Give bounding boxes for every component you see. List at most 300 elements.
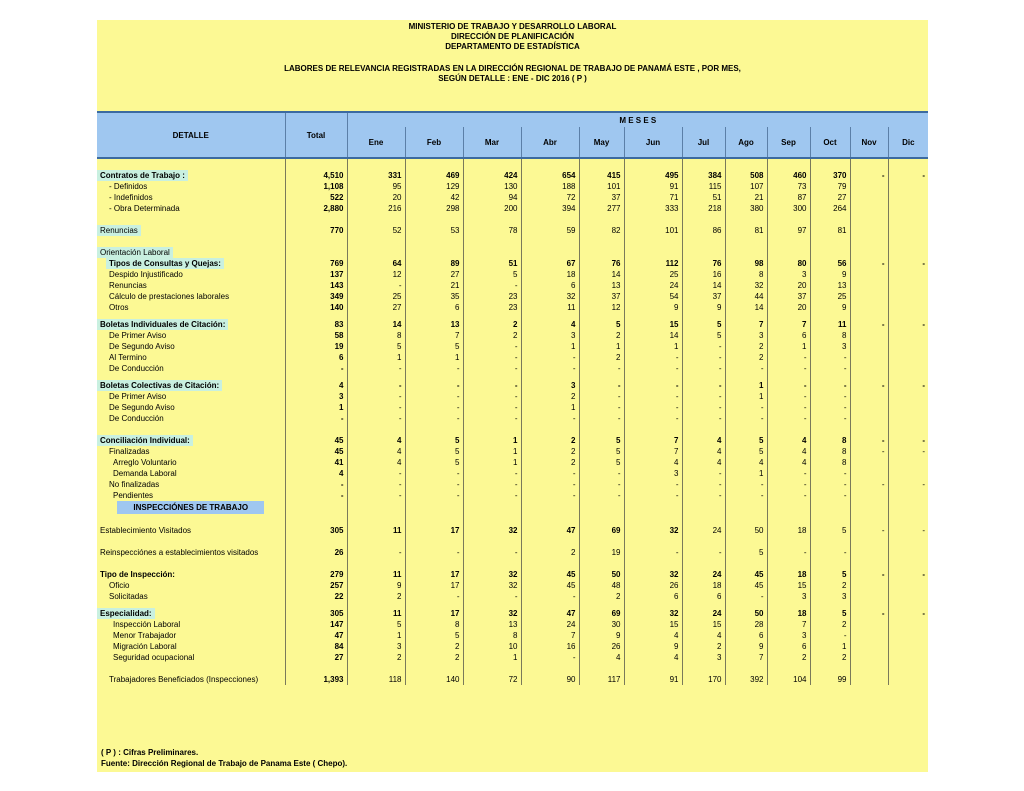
month-value: - [579,391,624,402]
month-value: 5 [725,435,767,446]
row-label: Conciliación Individual: [97,435,193,446]
month-value: 7 [624,446,682,457]
month-value: 4 [624,457,682,468]
row-label: Reinspecciónes a establecimientos visitados [100,548,259,557]
month-value: 277 [579,203,624,214]
month-value: 3 [810,591,850,602]
month-value: 2 [463,330,521,341]
month-value: - [521,591,579,602]
row-total: 26 [285,547,347,558]
month-value: 4 [767,457,810,468]
month-value: 469 [405,170,463,181]
month-value: 37 [579,192,624,203]
month-value: 51 [463,258,521,269]
month-value: 3 [810,341,850,352]
month-value: 3 [624,468,682,479]
row-label: Orientación Laboral [97,247,173,258]
month-value [888,330,928,341]
row-total: 47 [285,630,347,641]
month-value: 5 [682,319,725,330]
month-value: 5 [579,319,624,330]
month-value: 13 [463,619,521,630]
month-value: 71 [624,192,682,203]
month-value: 14 [682,280,725,291]
table-row [97,302,928,313]
month-value: 45 [725,580,767,591]
month-value: - [767,402,810,413]
row-label: Finalizadas [109,447,150,456]
month-value: - [682,363,725,374]
row-total: 522 [285,192,347,203]
month-value: - [463,413,521,424]
row-label: Otros [109,303,129,312]
table-row [97,391,928,402]
month-value: - [463,591,521,602]
row-total: 41 [285,457,347,468]
month-value: 104 [767,674,810,685]
month-value: 1 [347,630,405,641]
month-value: 76 [682,258,725,269]
table-row [97,413,928,424]
table-row [97,192,928,203]
month-value: 6 [725,630,767,641]
month-value: 2 [682,641,725,652]
month-value [624,247,682,258]
detalle-header: DETALLE [97,112,285,158]
month-value: 54 [624,291,682,302]
month-value: 19 [579,547,624,558]
month-value [850,457,888,468]
row-total: 257 [285,580,347,591]
row-total: 140 [285,302,347,313]
ministry-title: MINISTERIO DE TRABAJO Y DESARROLLO LABORAL [408,22,617,31]
row-label: Boletas Colectivas de Citación: [97,380,222,391]
month-value: - [850,446,888,457]
row-label: Seguridad ocupacional [113,653,195,662]
month-value: - [922,609,926,618]
month-value: 2 [521,446,579,457]
month-value: 4 [347,446,405,457]
month-value [850,225,888,236]
month-value: 24 [624,280,682,291]
row-total: 19 [285,341,347,352]
month-value: 12 [579,302,624,313]
month-value: - [725,490,767,501]
month-value: 25 [347,291,405,302]
month-value: - [624,479,682,490]
month-value: 6 [767,641,810,652]
table-row [97,558,928,569]
month-value [888,591,928,602]
month-value: 140 [405,674,463,685]
month-value: 7 [767,619,810,630]
row-label: Especialidad: [97,608,155,619]
month-value: - [521,652,579,663]
table-row [97,158,928,170]
table-row [97,225,928,236]
month-value: 6 [521,280,579,291]
month-value [888,291,928,302]
month-value: - [850,170,888,181]
month-value: 5 [725,547,767,558]
month-value: 9 [810,302,850,313]
month-value: 654 [521,170,579,181]
month-value: 8 [725,269,767,280]
month-value: 25 [624,269,682,280]
month-value: - [767,352,810,363]
section-banner: INSPECCIÓNES DE TRABAJO [117,501,264,514]
month-value: 6 [405,302,463,313]
month-value: 115 [682,181,725,192]
month-value: - [624,413,682,424]
month-value: 5 [682,330,725,341]
month-value: 11 [521,302,579,313]
month-value: 9 [624,641,682,652]
month-value: - [405,490,463,501]
month-value: 17 [405,525,463,536]
month-value: 392 [725,674,767,685]
row-total: 45 [285,446,347,457]
department-title: DEPARTAMENTO DE ESTADÍSTICA [445,42,580,51]
month-value: 5 [347,619,405,630]
row-label: Tipo de Inspección: [100,570,175,579]
month-value: 35 [405,291,463,302]
month-value: - [347,380,405,391]
month-value: 1 [624,341,682,352]
month-value: 16 [521,641,579,652]
month-value [888,203,928,214]
month-value: 20 [767,302,810,313]
month-value: 495 [624,170,682,181]
month-value: 4 [521,319,579,330]
month-value: 44 [725,291,767,302]
month-value: - [810,380,850,391]
month-header: Jul [682,127,725,158]
month-value: - [624,490,682,501]
month-value: 11 [347,608,405,619]
month-value: - [624,352,682,363]
month-value: 18 [767,569,810,580]
month-value: 8 [405,619,463,630]
month-value: - [347,547,405,558]
month-value [850,181,888,192]
month-value: 4 [682,457,725,468]
row-label: Boletas Individuales de Citación: [97,319,228,330]
row-total: 770 [285,225,347,236]
month-value: - [463,352,521,363]
month-value: 170 [682,674,725,685]
row-label: Demanda Laboral [113,469,177,478]
row-total: 147 [285,619,347,630]
month-value: 50 [725,608,767,619]
month-value: 17 [405,608,463,619]
month-value: 5 [463,269,521,280]
month-value: 188 [521,181,579,192]
month-value: - [682,468,725,479]
row-label: - Definidos [109,182,148,191]
row-total: 4 [285,380,347,391]
row-total: 84 [285,641,347,652]
month-value: 6 [624,591,682,602]
month-value: 32 [725,280,767,291]
row-total: 2,880 [285,203,347,214]
month-value: 2 [810,619,850,630]
footnote-source: Fuente: Dirección Regional de Trabajo de Panama Este ( Chepo). [101,759,348,768]
month-value: 37 [767,291,810,302]
month-value: 5 [405,630,463,641]
month-value: - [922,480,926,489]
month-value: 79 [810,181,850,192]
month-value: - [405,380,463,391]
month-value: 1 [405,352,463,363]
row-total: 1,393 [285,674,347,685]
month-value: - [922,320,926,329]
month-value: 50 [725,525,767,536]
month-value [888,652,928,663]
month-value: - [521,468,579,479]
month-value: 17 [405,580,463,591]
month-value: - [347,402,405,413]
month-value [888,674,928,685]
month-value: 73 [767,181,810,192]
month-value: 2 [579,352,624,363]
month-value [850,192,888,203]
month-value: 2 [521,457,579,468]
month-value: 26 [624,580,682,591]
month-value: 4 [767,435,810,446]
month-value: - [810,547,850,558]
month-value: 45 [725,569,767,580]
month-value: 80 [767,258,810,269]
month-value: 24 [682,608,725,619]
month-value: - [624,402,682,413]
month-value: 118 [347,674,405,685]
month-value: 37 [682,291,725,302]
month-value: 424 [463,170,521,181]
row-total [285,247,347,258]
month-value: 91 [624,674,682,685]
month-value [850,203,888,214]
table-row [97,591,928,602]
month-value: 5 [579,435,624,446]
row-label: De Conducción [109,364,164,373]
direction-title: DIRECCIÓN DE PLANIFICACIÓN [450,32,575,41]
month-value: 59 [521,225,579,236]
month-value: 56 [810,258,850,269]
month-value: - [463,479,521,490]
table-row [97,663,928,674]
month-value: 3 [767,630,810,641]
month-value: 4 [624,630,682,641]
table-row [97,525,928,536]
month-value: 112 [624,258,682,269]
month-value: 1 [725,468,767,479]
month-value: 45 [521,569,579,580]
month-value: - [405,402,463,413]
month-value: - [405,391,463,402]
month-value: 15 [682,619,725,630]
row-total: 1,108 [285,181,347,192]
month-value: 11 [347,525,405,536]
month-value [850,341,888,352]
month-value: 30 [579,619,624,630]
month-value [850,641,888,652]
table-row [97,319,928,330]
month-value: 384 [682,170,725,181]
table-row [97,501,928,514]
footnote-preliminary: ( P ) : Cifras Preliminares. [101,748,199,757]
month-value: 2 [405,641,463,652]
row-label: No finalizadas [109,480,160,489]
month-value: - [405,479,463,490]
month-value: 51 [682,192,725,203]
month-value: - [347,363,405,374]
month-value: 216 [347,203,405,214]
month-header: Abr [521,127,579,158]
month-value: 67 [521,258,579,269]
month-value: - [922,570,926,579]
month-value: - [850,258,888,269]
month-value: 4 [624,652,682,663]
row-label: Tipos de Consultas y Quejas: [106,258,224,269]
month-value: 81 [810,225,850,236]
month-value [888,402,928,413]
month-value: 218 [682,203,725,214]
month-value [850,652,888,663]
month-value: 16 [682,269,725,280]
month-value: 3 [767,591,810,602]
row-total: 349 [285,291,347,302]
month-value [463,247,521,258]
row-total: 83 [285,319,347,330]
month-value: 4 [579,652,624,663]
month-value: 12 [347,269,405,280]
month-value: - [850,608,888,619]
month-value: - [521,352,579,363]
month-value: - [725,363,767,374]
month-value: - [810,402,850,413]
month-header: May [579,127,624,158]
table-row [97,291,928,302]
month-value: 69 [579,525,624,536]
month-value [888,457,928,468]
row-total: 305 [285,525,347,536]
month-value [850,547,888,558]
row-label: Despido Injustificado [109,270,183,279]
row-label: - Indefinidos [109,193,153,202]
month-value: 99 [810,674,850,685]
month-header: Mar [463,127,521,158]
month-value [888,391,928,402]
row-label: De Primer Aviso [109,392,167,401]
month-value: - [810,391,850,402]
month-value: 8 [347,330,405,341]
month-value: 101 [579,181,624,192]
table-row [97,490,928,501]
table-row [97,608,928,619]
month-value: - [405,468,463,479]
month-value: 21 [725,192,767,203]
month-value: 4 [682,630,725,641]
table-row [97,203,928,214]
month-value: 5 [405,457,463,468]
table-row [97,258,928,269]
month-value: - [463,402,521,413]
row-total: 305 [285,608,347,619]
month-value: 26 [579,641,624,652]
month-header: Feb [405,127,463,158]
month-value: 94 [463,192,521,203]
month-value: 32 [624,608,682,619]
month-value: 2 [463,319,521,330]
month-value: 5 [725,446,767,457]
month-value [888,352,928,363]
month-value: - [767,363,810,374]
row-total: 279 [285,569,347,580]
row-label: Contratos de Trabajo : [97,170,188,181]
month-value: 8 [463,630,521,641]
month-value: 5 [405,341,463,352]
month-value: - [347,280,405,291]
month-value: 1 [463,652,521,663]
month-value: 17 [405,569,463,580]
month-value: - [767,490,810,501]
row-label: Pendientes [113,491,154,500]
month-value: - [850,435,888,446]
month-value: 89 [405,258,463,269]
month-value: 5 [810,569,850,580]
month-value: - [347,468,405,479]
month-value: 370 [810,170,850,181]
month-value: 1 [521,402,579,413]
month-value: - [405,547,463,558]
month-value: 394 [521,203,579,214]
month-value: 7 [767,319,810,330]
month-value: - [521,363,579,374]
month-value: 5 [810,608,850,619]
table-row [97,569,928,580]
report-title: LABORES DE RELEVANCIA REGISTRADAS EN LA DIRECCIÓN REGIONAL DE TRABAJO DE PANAMÁ ESTE , POR MES, [284,64,741,73]
month-value: - [922,381,926,390]
month-value: - [624,380,682,391]
month-value: - [850,525,888,536]
table-row [97,479,928,490]
month-value [850,490,888,501]
month-value [888,247,928,258]
row-label: De Segundo Aviso [109,342,175,351]
month-value [888,630,928,641]
month-value: 101 [624,225,682,236]
month-value: 7 [725,319,767,330]
month-header: Jun [624,127,682,158]
month-value: 3 [521,330,579,341]
month-value: 9 [579,630,624,641]
month-value [888,468,928,479]
month-value: 3 [521,380,579,391]
month-value: 15 [767,580,810,591]
month-value: 2 [767,652,810,663]
month-value: 13 [579,280,624,291]
month-value: 2 [810,652,850,663]
row-label: Establecimiento Visitados [100,526,192,535]
month-value: - [579,490,624,501]
month-value: 508 [725,170,767,181]
month-value: 72 [463,674,521,685]
month-value: 95 [347,181,405,192]
month-value: 15 [624,619,682,630]
month-value: 1 [725,380,767,391]
month-value: 1 [463,457,521,468]
